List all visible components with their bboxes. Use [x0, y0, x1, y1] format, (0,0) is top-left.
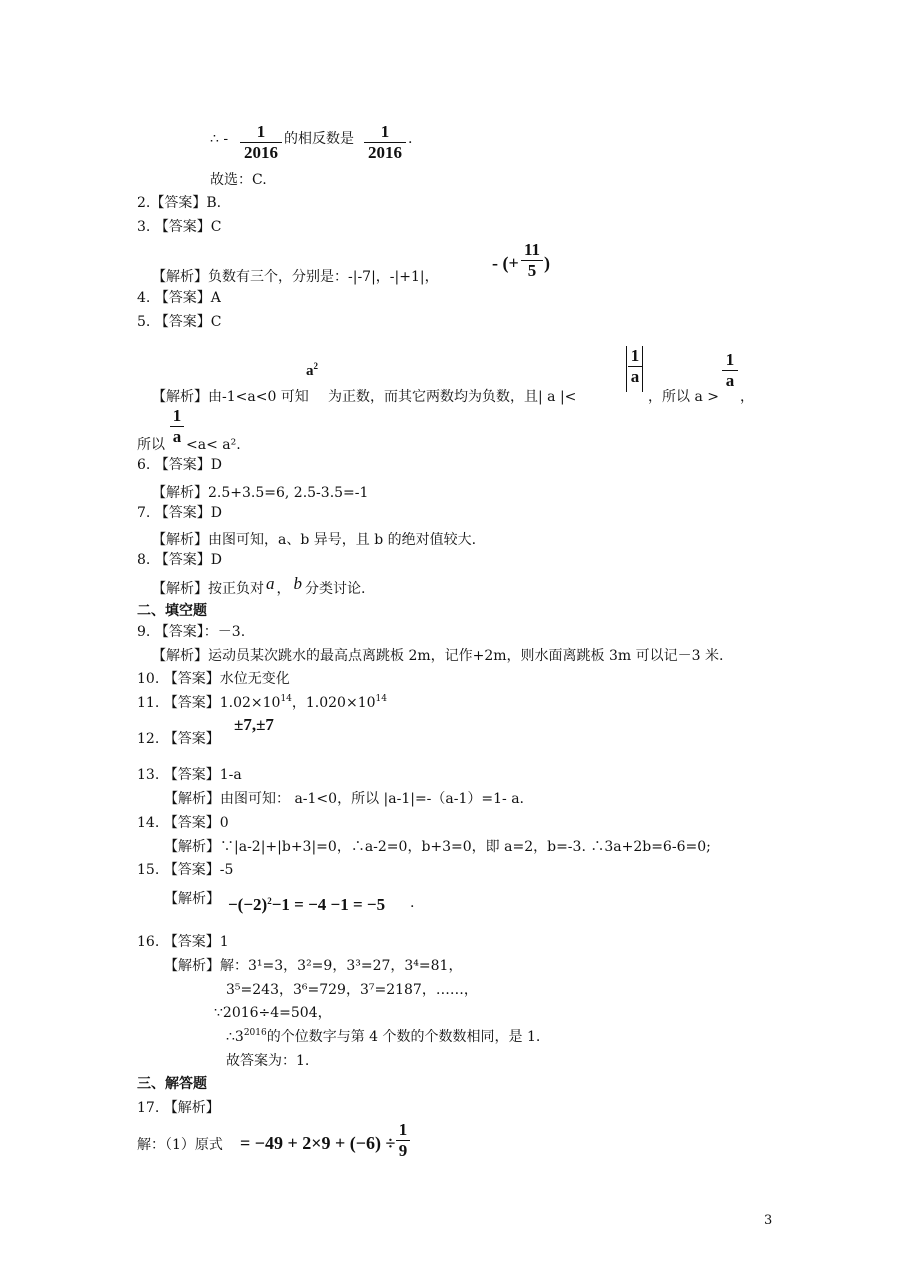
- fraction-1-over-a: [722, 350, 738, 391]
- analysis-15-dot: .: [410, 895, 415, 911]
- answer-17: 17. 【解析】: [137, 1100, 220, 1116]
- numerator: 1: [380, 122, 390, 141]
- opposite-text: 的相反数是: [284, 131, 354, 147]
- analysis-16-line4: $\therefore 3^{2016}$的个位数字与第 4 个数的个数数相同，是 1.: [226, 1028, 541, 1045]
- analysis-9: 【解析】运动员某次跳水的最高点离跳板 2m，记作+2m，则水面离跳板 3m 可以记－3 米.: [152, 648, 724, 664]
- abs-fraction-1-over-a: [628, 346, 642, 387]
- expr-3-pre: - (+: [492, 253, 519, 273]
- answer-11: 11. 【答案】$1.02\times 10^{14}$，$1.020\times 10^{14}$: [137, 694, 387, 711]
- answer-2: 2.【答案】B.: [137, 195, 222, 211]
- answer-7: 7. 【答案】D: [137, 505, 223, 521]
- answer-12-expr: ±7,±7: [234, 715, 274, 734]
- denominator: 2016: [368, 143, 402, 162]
- numerator: 1: [630, 346, 640, 365]
- denominator: 5: [527, 261, 537, 280]
- analysis-5-d: ，: [740, 389, 754, 405]
- numerator: 1: [256, 122, 266, 141]
- denominator: a: [725, 371, 735, 390]
- analysis-7: 【解析】由图可知，a、b 异号，且 b 的绝对值较大.: [152, 532, 477, 548]
- answer-4: 4. 【答案】A: [137, 290, 221, 306]
- analysis-15-expr: $-(-2)^2-1 = -4 -1 = -5$: [228, 895, 386, 914]
- analysis-8: 【解析】按正负对 a ， b 分类讨论.: [152, 574, 366, 597]
- answer-12: 12. 【答案】: [137, 731, 220, 747]
- answer-14: 14. 【答案】0: [137, 815, 229, 831]
- denominator: 9: [398, 1141, 408, 1160]
- choose-c: 故选：C.: [210, 172, 267, 188]
- fraction-1-over-a-2: [170, 406, 184, 447]
- page-number: 3: [764, 1213, 773, 1228]
- solution-17-expr: = −49 + 2×9 + (−6) ÷: [240, 1133, 396, 1153]
- answer-3: 3. 【答案】C: [137, 219, 222, 235]
- answer-6: 6. 【答案】D: [137, 457, 223, 473]
- answer-16: 16. 【答案】1: [137, 934, 229, 950]
- analysis-5-line2-pre: 所以: [137, 437, 165, 453]
- analysis-15-label: 【解析】: [164, 891, 220, 907]
- a-squared: $a^2$: [306, 361, 318, 379]
- numerator: 11: [523, 240, 541, 259]
- analysis-5-a: 【解析】由-1<a<0 可知: [152, 389, 309, 405]
- analysis-5-line2-post: <a< a².: [186, 437, 241, 453]
- section-2-title: 二、填空题: [137, 603, 207, 619]
- expr-3-post: ): [544, 253, 550, 273]
- numerator: 1: [725, 350, 735, 369]
- denominator: a: [630, 367, 640, 386]
- numerator: 1: [398, 1120, 408, 1139]
- fraction-11-over-5: [521, 240, 543, 281]
- answer-9: 9. 【答案】：－3.: [137, 624, 246, 640]
- analysis-5-b: 为正数，而其它两数均为负数，且| a |<: [328, 389, 577, 405]
- analysis-16-line3: ∵2016÷4=504，: [214, 1005, 332, 1021]
- analysis-14: 【解析】∵|a-2|+|b+3|=0，∴a-2=0，b+3=0，即 a=2，b=-3. ∴3a+2b=6-6=0;: [164, 839, 711, 855]
- analysis-13: 【解析】由图可知： a-1<0，所以 |a-1|=-（a-1）=1- a.: [164, 791, 525, 807]
- answer-15: 15. 【答案】-5: [137, 862, 234, 878]
- analysis-16-line1: 【解析】解：3¹=3，3²=9，3³=27，3⁴=81，: [164, 958, 463, 974]
- fraction-1-over-2016: [364, 122, 406, 163]
- var-b: b: [293, 574, 302, 593]
- analysis-5-c: ，所以 a >: [648, 389, 719, 405]
- answer-5: 5. 【答案】C: [137, 314, 222, 330]
- answer-10: 10. 【答案】水位无变化: [137, 671, 290, 687]
- denominator: a: [172, 427, 182, 446]
- var-a: a: [266, 574, 275, 593]
- solution-17-label: 解：（1）原式: [137, 1137, 223, 1153]
- period: .: [408, 131, 413, 147]
- therefore-prefix: ∴ -: [210, 131, 229, 147]
- fraction-1-over-9: [396, 1120, 410, 1161]
- analysis-16-line5: 故答案为：1.: [226, 1053, 310, 1069]
- answer-13: 13. 【答案】1-a: [137, 767, 242, 783]
- analysis-6: 【解析】2.5+3.5=6, 2.5-3.5=-1: [152, 485, 369, 501]
- numerator: 1: [172, 406, 182, 425]
- denominator: 2016: [244, 143, 278, 162]
- analysis-3: 【解析】负数有三个，分别是：-|-7|，-|+1|，: [152, 269, 439, 285]
- answer-8: 8. 【答案】D: [137, 552, 223, 568]
- fraction-neg-1-over-2016: [240, 122, 282, 163]
- analysis-16-line2: 3⁵=243，3⁶=729，3⁷=2187，……，: [226, 982, 478, 998]
- section-3-title: 三、解答题: [137, 1076, 207, 1092]
